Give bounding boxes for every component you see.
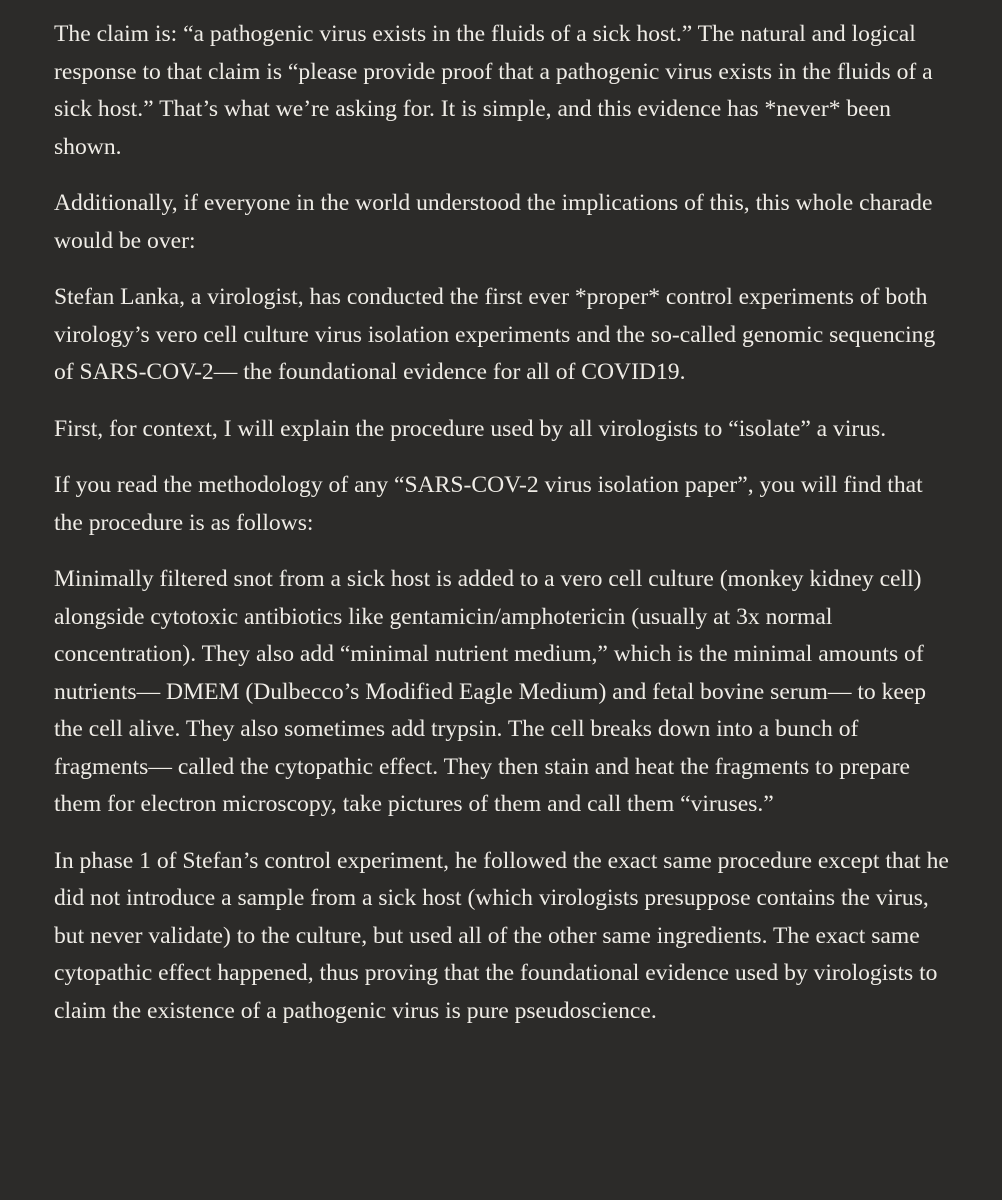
paragraph-context: First, for context, I will explain the procedure used by all virologists to “isolate” a virus. bbox=[54, 415, 887, 442]
paragraph-phase-1: In phase 1 of Stefan’s control experiment, he followed the exact same procedure except that he did not introduce a sample from a sick host (which virologists presuppose contains the virus, but never validate) to the culture, but used all of the other same ingredients. The exact same cytopathic effect happened, thus proving that the foundational evidence used by virologists to claim the existence of a pathogenic virus is pure pseudoscience. bbox=[54, 847, 949, 1024]
paragraph-methodology: If you read the methodology of any “SARS-COV-2 virus isolation paper”, you will find that the procedure is as follows: bbox=[54, 472, 923, 536]
paragraph-stefan-lanka: Stefan Lanka, a virologist, has conducted the first ever *proper* control experiments of both virology’s vero cell culture virus isolation experiments and the so-called genomic sequencing of SARS-COV-2— the foundational evidence for all of COVID19. bbox=[54, 284, 936, 385]
paragraph-implications: Additionally, if everyone in the world understood the implications of this, this whole charade would be over: bbox=[54, 190, 933, 254]
paragraph-procedure: Minimally filtered snot from a sick host is added to a vero cell culture (monkey kidney cell) alongside cytotoxic antibiotics like gentamicin/amphotericin (usually at 3x normal concentration). They also add “minimal nutrient medium,” which is the minimal amounts of nutrients— DMEM (Dulbecco’s Modified Eagle Medium) and fetal bovine serum— to keep the cell alive. They also sometimes add trypsin. The cell breaks down into a bunch of fragments— called the cytopathic effect. They then stain and heat the fragments to prepare them for electron microscopy, take pictures of them and call them “viruses.” bbox=[54, 566, 927, 817]
paragraph-claim: The claim is: “a pathogenic virus exists in the fluids of a sick host.” The natural and logical response to that claim is “please provide proof that a pathogenic virus exists in the fluids of a sick host.” That’s what we’re asking for. It is simple, and this evidence has *never* been shown. bbox=[54, 21, 933, 160]
